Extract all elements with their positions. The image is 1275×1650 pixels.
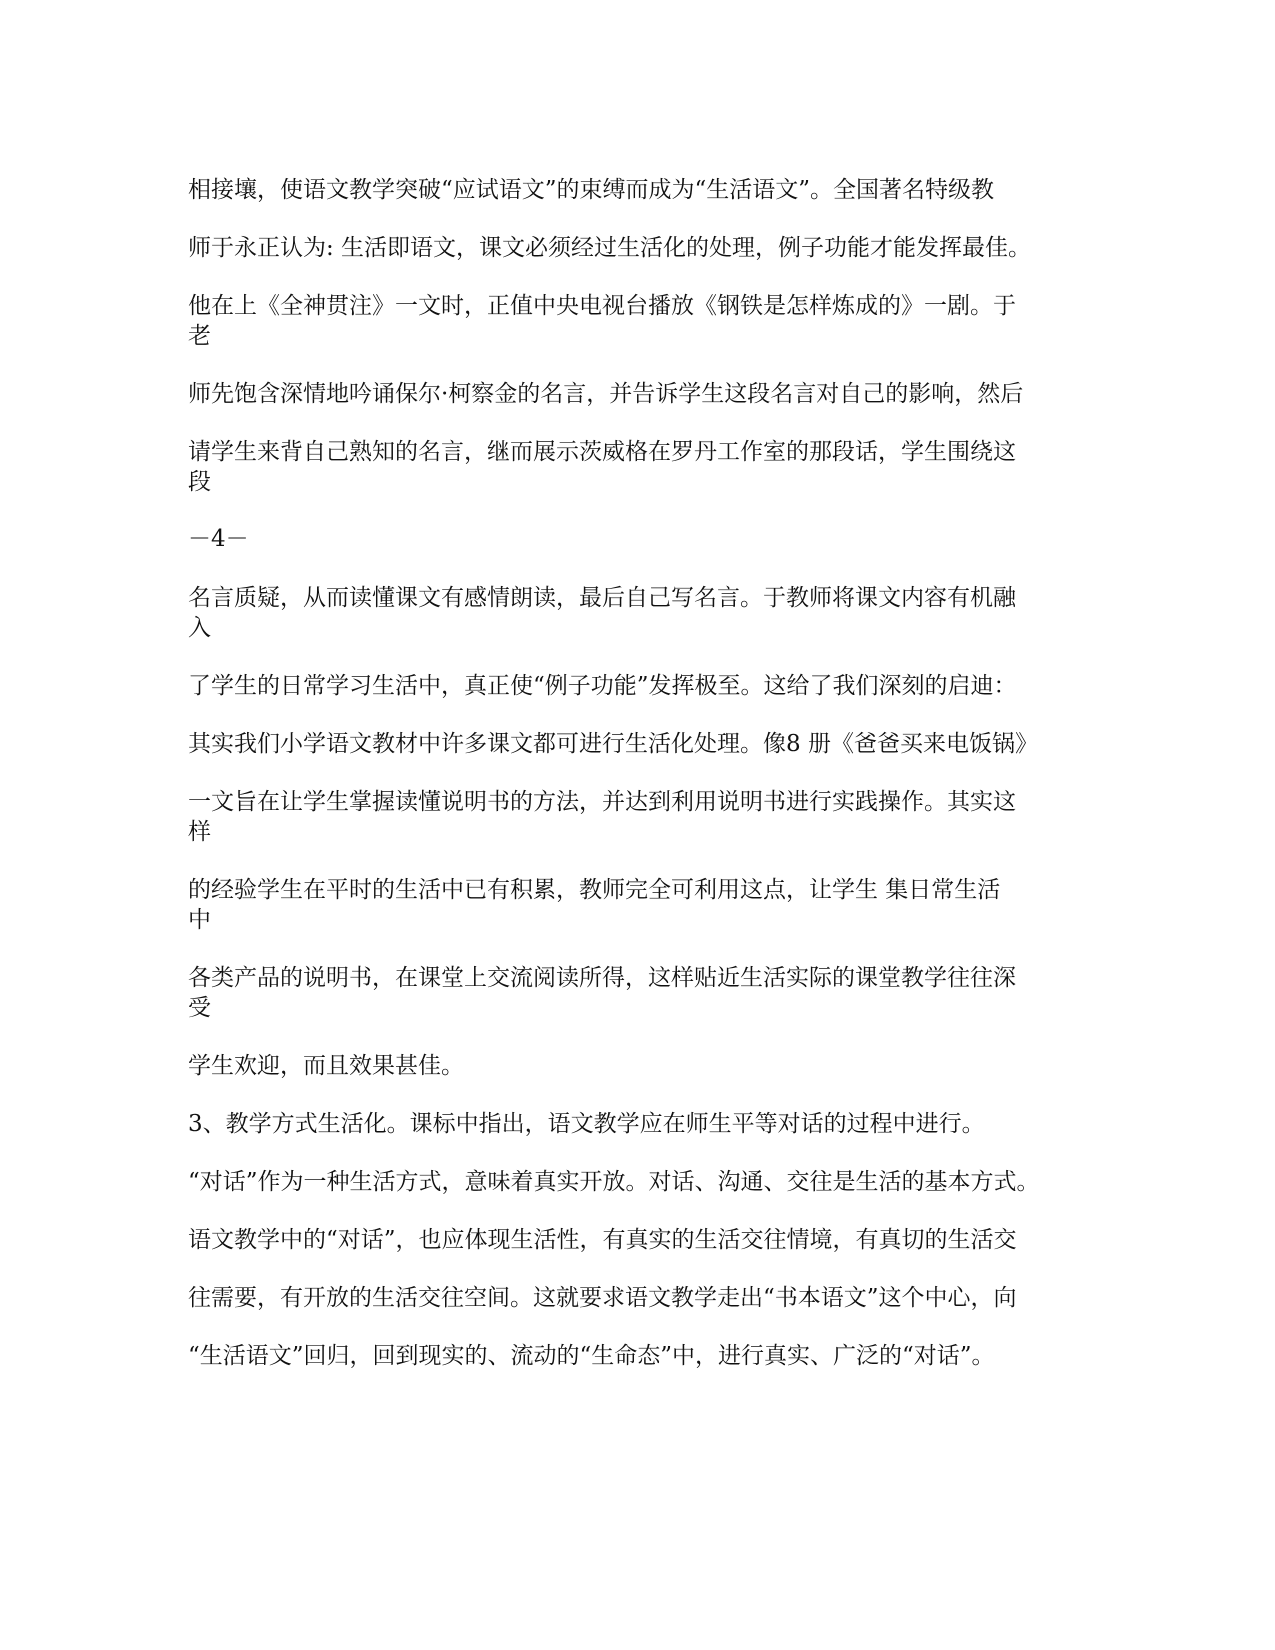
text-line: 了学生的日常学习生活中，真正使“例子功能”发挥极至。这给了我们深刻的启迪： [188, 673, 1017, 699]
text-line: 的经验学生在平时的生活中已有积累，教师完全可利用这点，让学生 集日常生活 [188, 877, 1001, 903]
text-line: 中 [188, 907, 211, 933]
text-line: “生活语文”回归，回到现实的、流动的“生命态”中，进行真实、广泛的“对话”。 [188, 1343, 995, 1369]
text-line: 他在上《全神贯注》一文时，正值中央电视台播放《钢铁是怎样炼成的》一剧。于 [188, 293, 1016, 319]
text-line: 一文旨在让学生掌握读懂说明书的方法，并达到利用说明书进行实践操作。其实这 [188, 789, 1016, 815]
text-line: 老 [188, 323, 211, 349]
text-line: 样 [188, 819, 211, 845]
page-number: －4－ [188, 526, 249, 552]
text-line: 相接壤，使语文教学突破“应试语文”的束缚而成为“生活语文”。全国著名特级教 [188, 177, 995, 203]
text-line: 受 [188, 995, 211, 1021]
text-line: 3、教学方式生活化。课标中指出，语文教学应在师生平等对话的过程中进行。 [188, 1111, 985, 1137]
text-line: 入 [188, 615, 211, 641]
text-line: 语文教学中的“对话”，也应体现生活性，有真实的生活交往情境，有真切的生活交 [188, 1227, 1017, 1253]
text-line: 学生欢迎，而且效果甚佳。 [188, 1053, 464, 1079]
text-line: 其实我们小学语文教材中许多课文都可进行生活化处理。像8 册《爸爸买来电饭锅》 [188, 731, 1038, 757]
text-line: 师先饱含深情地吟诵保尔·柯察金的名言，并告诉学生这段名言对自己的影响，然后 [188, 381, 1024, 407]
text-line: 各类产品的说明书，在课堂上交流阅读所得，这样贴近生活实际的课堂教学往往深 [188, 965, 1016, 991]
text-line: 名言质疑，从而读懂课文有感情朗读，最后自己写名言。于教师将课文内容有机融 [188, 585, 1016, 611]
text-line: 段 [188, 469, 211, 495]
text-line: 往需要，有开放的生活交往空间。这就要求语文教学走出“书本语文”这个中心，向 [188, 1285, 1017, 1311]
text-line: 师于永正认为: 生活即语文，课文必须经过生活化的处理，例子功能才能发挥最佳。 [188, 235, 1032, 261]
text-line: “对话”作为一种生活方式，意味着真实开放。对话、沟通、交往是生活的基本方式。 [188, 1169, 1040, 1195]
text-line: 请学生来背自己熟知的名言，继而展示茨威格在罗丹工作室的那段话，学生围绕这 [188, 439, 1016, 465]
